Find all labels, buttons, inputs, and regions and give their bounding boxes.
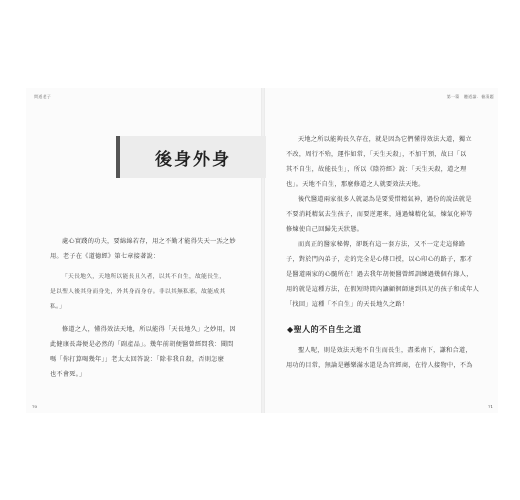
quote-line: 「天長地久，天地所以能長且久者，以其不自生，故能長生， — [62, 274, 226, 280]
right-para-2 — [286, 192, 473, 237]
quote-line: 是以聖人後其身而身先，外其身而身存。非以其無私邪，故能成其 — [50, 289, 226, 295]
text-line: 用功的目常，無論是懸樂滿水還是為官經商，在待人接物中，不為 — [286, 362, 473, 369]
text-line: 聖人呢，則是效法天地不自生而長生，盡柔南下，謙和合道， — [298, 347, 472, 354]
text-line: 也不會死。」 — [50, 371, 86, 378]
text-line: 「找回」這種「不自生」的天長地久之路！ — [286, 301, 409, 308]
text-line: 用的就是這種方法，在假短時間內讓顧徊師達到具足的孩子和成年人 — [286, 286, 480, 293]
chapter-title: 後身外身 — [155, 149, 231, 170]
text-line: 修煉使自己回歸先天狀態。 — [286, 226, 364, 233]
right-page-number: 71 — [488, 404, 494, 409]
text-line: 修道之人，懂得效法天地，所以能得「天長地久」之妙用，因 — [62, 326, 236, 333]
text-line: 嗎「你打算喝幾年」」老太太回答說：「除非我自殺，否則怎麼 — [50, 356, 225, 363]
text-line: 不改，周行不殆，運作如常，「天生天殺」，不加干預，故曰「以 — [286, 151, 467, 158]
right-running-head: 第一篇 聽道論．養清題 — [446, 94, 494, 99]
left-para-1 — [50, 234, 236, 264]
text-line: 是醫道兩家的心髓所在！過去我年胡便醫曾經訓練過幾個有緣人， — [286, 271, 473, 278]
text-line: 天地之所以能夠長久存在，就是因為它們懂得效法大道，獨立 — [298, 136, 472, 143]
section-heading: ◆聖人的不自生之道 — [287, 324, 362, 334]
text-line: 而真正的醫家秘傳，卻既有這一套方法，又不一定走這條路 — [298, 241, 466, 248]
text-line: 用。老子在《道德經》第七章接著說： — [50, 253, 160, 260]
text-line: 子，對於門內弟子，走的完全是心傳口授，以心印心的路子，那才 — [286, 256, 473, 263]
right-para-3 — [286, 237, 479, 312]
text-line: 此健康長壽便是必然的「副產品」。幾年前胡便醫曾經問我：聞問 — [50, 341, 234, 348]
text-line: 也」。天地不自生，那麼修道之人就要效法天地。 — [286, 181, 425, 188]
text-line: 其不自生，故能長生」，所以《陰符經》說：「天生天殺，道之理 — [286, 166, 467, 173]
text-line: 不要消耗精氣去生孩子，而要逆運來，通過煉精化氣，煉氣化神等 — [286, 211, 473, 218]
text-line: 後代醫道兩家很多人就認為是要愛惜精氣神，過份的說法就是 — [298, 196, 472, 203]
left-quote — [50, 270, 225, 315]
left-running-head: 問道老子 — [34, 94, 52, 99]
right-para-1 — [286, 132, 472, 192]
right-para-4 — [286, 343, 473, 373]
text-line: 處心實踐的功夫，要綿綿若存，用之不勤才能得失天一炁之妙 — [62, 238, 236, 245]
left-page-number: 70 — [32, 404, 38, 409]
chapter-title-box — [116, 136, 266, 178]
quote-line: 私。」 — [50, 304, 66, 310]
left-para-2 — [50, 322, 236, 382]
